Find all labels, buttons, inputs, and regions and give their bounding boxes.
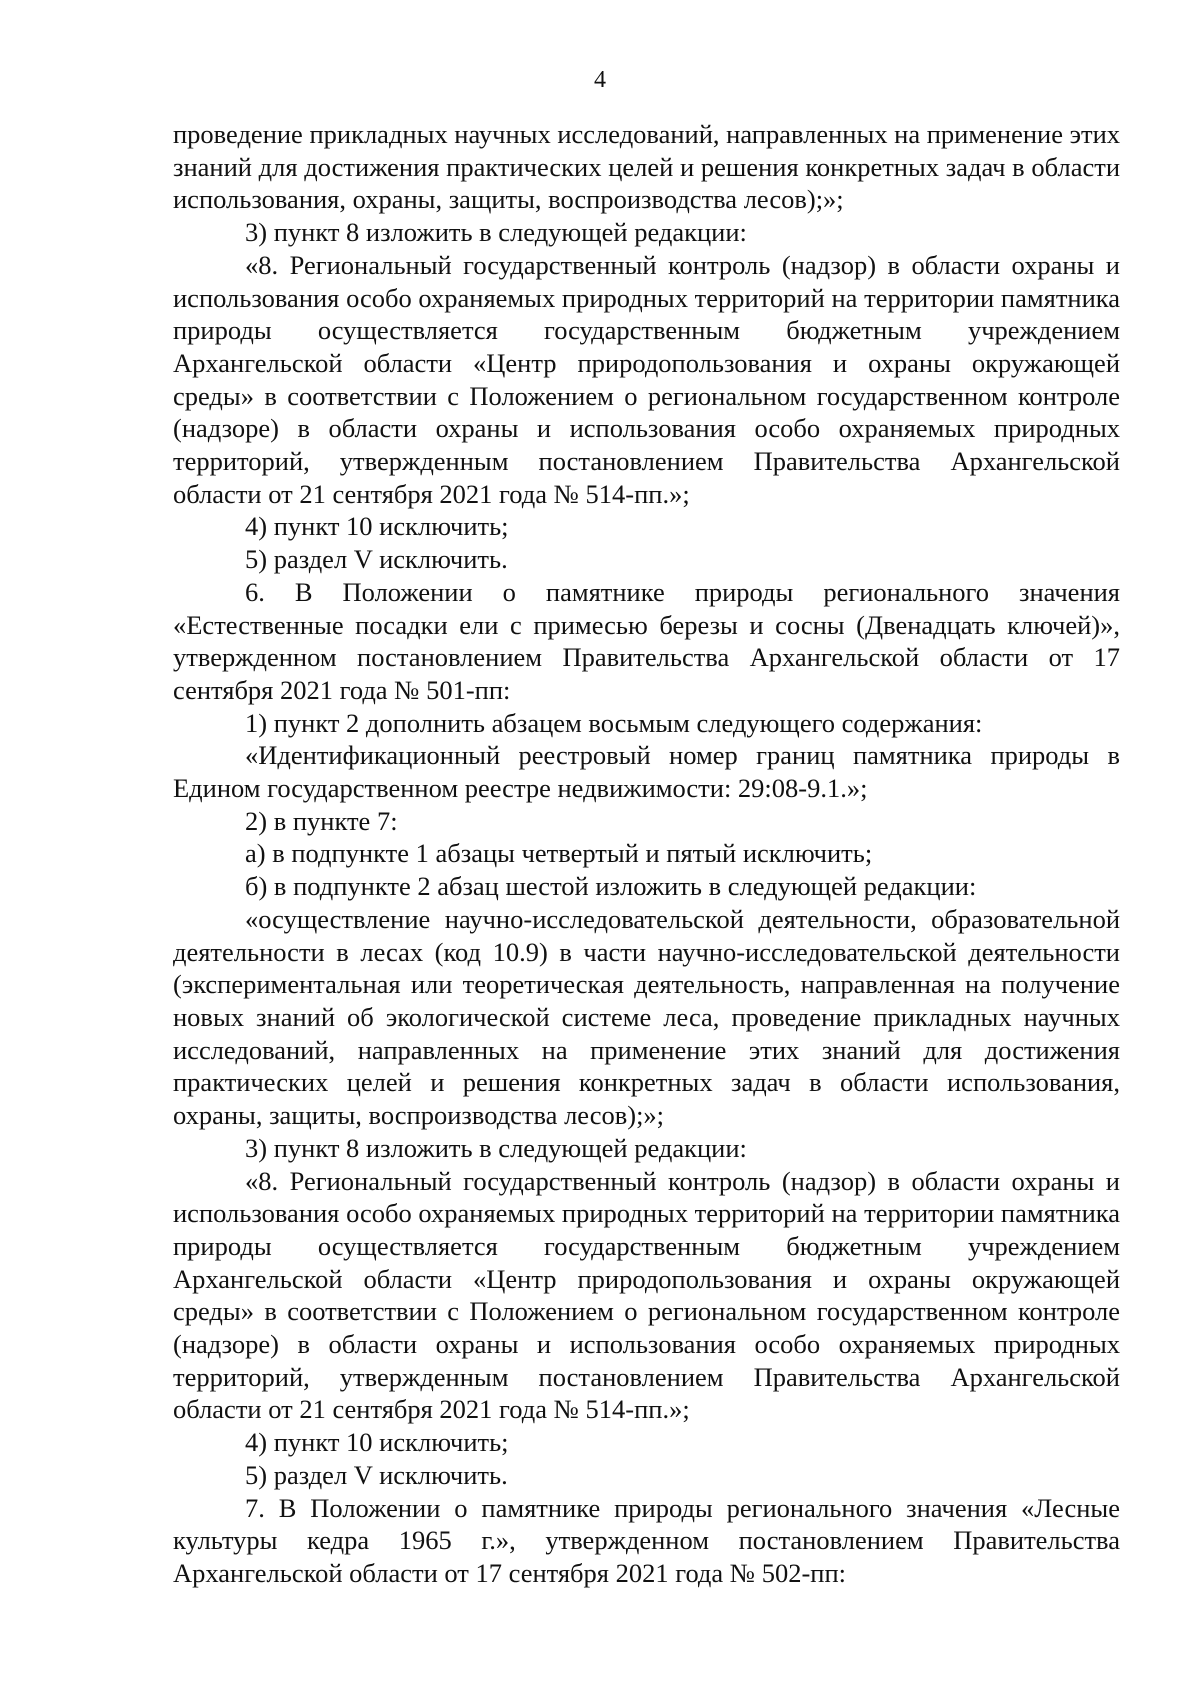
paragraph: 5) раздел V исключить. (245, 1459, 508, 1490)
document-body (173, 118, 1120, 1590)
paragraph: 5) раздел V исключить. (245, 544, 508, 575)
page-number: 4 (594, 67, 606, 93)
paragraph: 4) пункт 10 исключить; (245, 511, 509, 542)
paragraph: «Идентификационный реестровый номер границ памятника природы в Едином государственном реестре недвижимости: 29:08-9.1.»; (173, 740, 1120, 804)
paragraph: «осуществление научно-исследовательской деятельности, образовательной деятельности в лесах (код 10.9) в части научно-исследовательской деятельности (экспериментальная или теоретическая деятельность, направленная на получение новых знаний об экологической системе леса, проведение прикладных научных исследований, направленных на применение этих знаний для достижения практических целей и решения конкретных задач в области использования, охраны, защиты, воспроизводства лесов);»; (173, 903, 1120, 1131)
paragraph: 4) пункт 10 исключить; (245, 1427, 509, 1458)
paragraph: проведение прикладных научных исследований, направленных на применение этих знаний для достижения практических целей и решения конкретных задач в области использования, охраны, защиты, воспроизводства лесов);»; (173, 119, 1120, 215)
paragraph: б) в подпункте 2 абзац шестой изложить в следующей редакции: (245, 871, 977, 902)
paragraph: «8. Региональный государственный контроль (надзор) в области охраны и использования особо охраняемых природных территорий на территории памятника природы осуществляется государственным бюджетным учреждением Архангельской области «Центр природопользования и охраны окружающей среды» в соответствии с Положением о региональном государственном контроле (надзоре) в области охраны и использования особо охраняемых природных территорий, утвержденным постановлением Правительства Архангельской области от 21 сентября 2021 года № 514-пп.»; (173, 1165, 1120, 1425)
paragraph: 6. В Положении о памятнике природы регионального значения «Естественные посадки ели с примесью березы и сосны (Двенадцать ключей)», утвержденном постановлением Правительства Архангельской области от 17 сентября 2021 года № 501-пп: (173, 576, 1120, 705)
paragraph: 2) в пункте 7: (245, 805, 398, 836)
paragraph: «8. Региональный государственный контроль (надзор) в области охраны и использования особо охраняемых природных территорий на территории памятника природы осуществляется государственным бюджетным учреждением Архангельской области «Центр природопользования и охраны окружающей среды» в соответствии с Положением о региональном государственном контроле (надзоре) в области охраны и использования особо охраняемых природных территорий, утвержденным постановлением Правительства Архангельской области от 21 сентября 2021 года № 514-пп.»; (173, 249, 1120, 509)
paragraph: 3) пункт 8 изложить в следующей редакции: (245, 217, 747, 248)
paragraph: 3) пункт 8 изложить в следующей редакции: (245, 1132, 747, 1163)
paragraph: 7. В Положении о памятнике природы регионального значения «Лесные культуры кедра 1965 г.», утвержденном постановлением Правительства Архангельской области от 17 сентября 2021 года № 502-пп: (173, 1492, 1120, 1588)
paragraph: а) в подпункте 1 абзацы четвертый и пятый исключить; (245, 838, 873, 869)
paragraph: 1) пункт 2 дополнить абзацем восьмым следующего содержания: (245, 707, 983, 738)
